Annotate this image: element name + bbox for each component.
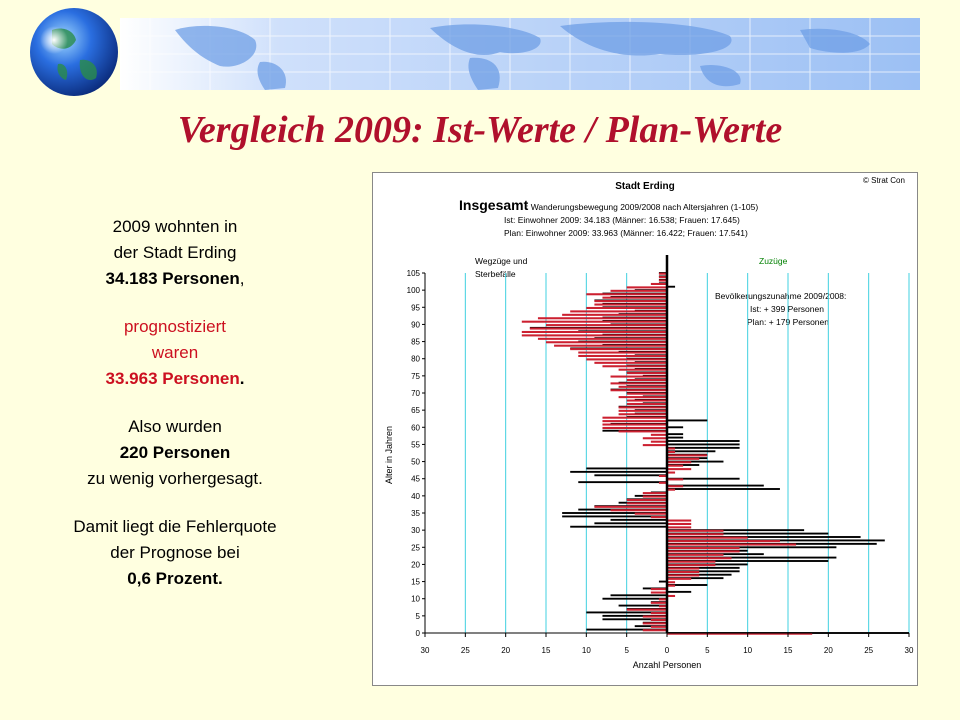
summary-line bbox=[40, 366, 310, 392]
y-tick-label: 65 bbox=[411, 406, 420, 416]
bar-plan-age-91 bbox=[522, 321, 667, 323]
bar-plan-age-18 bbox=[667, 571, 699, 573]
bar-ist-age-56 bbox=[667, 440, 740, 442]
y-axis-label: Alter in Jahren bbox=[384, 425, 394, 485]
bar-plan-age-7 bbox=[627, 609, 667, 611]
bar-plan-age-96 bbox=[594, 304, 667, 306]
bar-plan-age-33 bbox=[667, 520, 691, 522]
bar-plan-age-81 bbox=[578, 355, 667, 357]
y-tick-label: 45 bbox=[411, 474, 420, 484]
bar-plan-age-32 bbox=[667, 523, 691, 525]
world-map-banner bbox=[0, 0, 960, 100]
bar-plan-age-38 bbox=[627, 502, 667, 504]
summary-text bbox=[40, 214, 310, 592]
bar-plan-age-101 bbox=[627, 286, 667, 288]
bar-ist-age-46 bbox=[594, 474, 667, 476]
bar-plan-age-80 bbox=[586, 358, 667, 360]
bar-plan-age-40 bbox=[643, 496, 667, 498]
bar-plan-age-25 bbox=[667, 547, 740, 549]
summary-line: 2009 wohnten in bbox=[112, 217, 238, 236]
x-tick-label: 30 bbox=[420, 646, 430, 655]
x-axis-label: Anzahl Personen bbox=[632, 660, 702, 670]
bar-plan-age-97 bbox=[594, 300, 667, 302]
summary-line: waren bbox=[151, 343, 199, 362]
bar-ist-age-57 bbox=[667, 437, 683, 439]
bar-plan-age-84 bbox=[554, 345, 667, 347]
bar-ist-age-12 bbox=[667, 591, 691, 593]
bar-plan-age-59 bbox=[619, 430, 667, 432]
bar-plan-age-82 bbox=[578, 352, 667, 354]
bar-plan-age-27 bbox=[667, 540, 780, 542]
bar-plan-age-16 bbox=[667, 578, 691, 580]
y-tick-label: 75 bbox=[411, 371, 420, 381]
bar-plan-age-75 bbox=[611, 376, 667, 378]
summary-line: der Stadt Erding bbox=[113, 243, 237, 262]
bar-plan-age-95 bbox=[586, 307, 667, 309]
bar-plan-age-61 bbox=[602, 424, 667, 426]
label-departures-1: Wegzüge und bbox=[475, 256, 528, 266]
bar-ist-age-48 bbox=[586, 467, 667, 469]
bar-plan-age-72 bbox=[619, 386, 667, 388]
bar-plan-age-70 bbox=[627, 393, 667, 395]
summary-line: prognostiziert bbox=[123, 317, 227, 336]
bar-plan-age-37 bbox=[594, 506, 667, 508]
x-tick-label: 15 bbox=[783, 646, 793, 655]
y-tick-label: 55 bbox=[411, 440, 420, 450]
bar-plan-age-51 bbox=[667, 458, 699, 460]
bar-plan-age-89 bbox=[530, 328, 667, 330]
ist-population: 34.183 Personen bbox=[105, 269, 240, 288]
bar-plan-age-35 bbox=[635, 513, 667, 515]
y-tick-label: 10 bbox=[411, 594, 420, 604]
bar-plan-age-4 bbox=[651, 619, 667, 621]
x-tick-label: 5 bbox=[705, 646, 710, 655]
x-tick-label: 20 bbox=[501, 646, 511, 655]
x-tick-label: 0 bbox=[664, 646, 670, 655]
x-tick-label: 20 bbox=[823, 646, 833, 655]
slide-title: Vergleich 2009: Ist-Werte / Plan-Werte bbox=[177, 109, 783, 151]
bar-plan-age-99 bbox=[586, 293, 667, 295]
bar-plan-age-30 bbox=[667, 530, 723, 532]
bar-plan-age-58 bbox=[651, 434, 667, 436]
bar-plan-age-17 bbox=[667, 574, 699, 576]
bar-plan-age-98 bbox=[602, 297, 667, 299]
x-tick-label: 15 bbox=[541, 646, 551, 655]
bar-plan-age-31 bbox=[667, 526, 691, 528]
bar-plan-age-6 bbox=[651, 612, 667, 614]
y-tick-label: 15 bbox=[411, 577, 420, 587]
bar-plan-age-19 bbox=[667, 568, 699, 570]
chart-plan-line: Plan: Einwohner 2009: 33.963 (Männer: 16.422; Frauen: 17.541) bbox=[504, 228, 748, 238]
bar-plan-age-13 bbox=[651, 588, 667, 590]
y-tick-label: 90 bbox=[411, 320, 420, 330]
bar-plan-age-69 bbox=[619, 396, 667, 398]
y-tick-label: 20 bbox=[411, 560, 420, 570]
bar-plan-age-102 bbox=[651, 283, 667, 285]
population-chart bbox=[372, 172, 918, 686]
bar-plan-age-67 bbox=[627, 403, 667, 405]
label-departures-2: Sterbefälle bbox=[475, 269, 516, 279]
bar-plan-age-45 bbox=[667, 478, 683, 480]
bar-plan-age-68 bbox=[627, 400, 667, 402]
summary-line: der Prognose bei bbox=[110, 543, 240, 562]
bar-ist-age-44 bbox=[578, 481, 667, 483]
y-tick-label: 95 bbox=[411, 303, 420, 313]
bar-plan-age-87 bbox=[522, 334, 667, 336]
summary-line: zu wenig vorhergesagt. bbox=[87, 469, 263, 488]
bar-ist-age-62 bbox=[667, 419, 707, 421]
bar-plan-age-43 bbox=[667, 485, 683, 487]
x-tick-label: 10 bbox=[581, 646, 591, 655]
y-tick-label: 0 bbox=[415, 629, 420, 638]
bar-plan-age-76 bbox=[627, 372, 667, 374]
x-tick-label: 25 bbox=[864, 646, 874, 655]
bar-plan-age-21 bbox=[667, 561, 715, 563]
summary-punct: , bbox=[239, 269, 245, 288]
y-tick-label: 40 bbox=[411, 491, 420, 501]
bar-plan-age-52 bbox=[667, 454, 707, 456]
y-tick-label: 5 bbox=[415, 611, 420, 621]
bar-plan-age-100 bbox=[611, 290, 667, 292]
label-arrivals: Zuzüge bbox=[759, 256, 788, 266]
bar-ist-age-55 bbox=[667, 443, 740, 445]
bar-plan-age-28 bbox=[667, 537, 748, 539]
summary-line: Damit liegt die Fehlerquote bbox=[73, 517, 277, 536]
y-tick-label: 100 bbox=[406, 286, 420, 296]
bar-plan-age-64 bbox=[619, 413, 667, 415]
bar-plan-age-74 bbox=[627, 379, 667, 381]
bar-plan-age-83 bbox=[570, 348, 667, 350]
bars-layer bbox=[522, 272, 909, 635]
chart-svg bbox=[373, 173, 917, 685]
bar-ist-age-33 bbox=[611, 519, 667, 521]
bar-ist-age-11 bbox=[611, 594, 667, 596]
bar-plan-age-50 bbox=[667, 461, 691, 463]
y-tick-label: 70 bbox=[411, 389, 420, 398]
bar-plan-age-39 bbox=[627, 499, 667, 501]
bar-plan-age-9 bbox=[651, 602, 667, 604]
x-tick-label: 25 bbox=[460, 646, 470, 655]
y-tick-label: 80 bbox=[411, 354, 420, 364]
bar-plan-age-92 bbox=[538, 317, 667, 319]
chart-copyright: © Strat Con bbox=[863, 176, 905, 185]
bar-ist-age-42 bbox=[667, 488, 780, 490]
bar-plan-age-12 bbox=[651, 592, 667, 594]
bar-plan-age-41 bbox=[643, 492, 667, 494]
plan-population: 33.963 Personen bbox=[105, 369, 240, 388]
bar-plan-age-26 bbox=[667, 544, 796, 546]
summary-punct: . bbox=[239, 369, 245, 388]
bar-plan-age-90 bbox=[546, 324, 667, 326]
bar-plan-age-86 bbox=[538, 338, 667, 340]
x-tick-label: 10 bbox=[743, 646, 753, 655]
difference-value: 220 Personen bbox=[119, 443, 231, 462]
bar-plan-age-24 bbox=[667, 550, 740, 552]
bar-plan-age-85 bbox=[546, 341, 667, 343]
y-tick-label: 85 bbox=[411, 337, 420, 347]
bar-plan-age-65 bbox=[619, 410, 667, 412]
summary-line bbox=[40, 266, 310, 292]
chart-subheading: : Wanderungsbewegung 2009/2008 nach Altersjahren (1-105) bbox=[526, 202, 759, 212]
bar-plan-age-2 bbox=[651, 626, 667, 628]
bar-plan-age-3 bbox=[643, 622, 667, 624]
bar-plan-age-49 bbox=[667, 465, 683, 467]
x-tick-label: 5 bbox=[624, 646, 629, 655]
bar-plan-age-56 bbox=[651, 441, 667, 443]
bar-plan-age-60 bbox=[602, 427, 667, 429]
y-tick-label: 30 bbox=[411, 526, 420, 536]
bar-plan-age-23 bbox=[667, 554, 723, 556]
bar-plan-age-29 bbox=[667, 533, 723, 535]
annotation-line: Plan: + 179 Personen bbox=[747, 317, 829, 327]
bar-ist-age-60 bbox=[667, 426, 683, 428]
y-tick-label: 35 bbox=[411, 509, 420, 518]
bar-plan-age-66 bbox=[619, 406, 667, 408]
bar-plan-age-57 bbox=[643, 437, 667, 439]
bar-plan-age-71 bbox=[611, 389, 667, 391]
bar-plan-age-34 bbox=[651, 516, 667, 518]
bar-ist-age-47 bbox=[570, 471, 667, 473]
bar-plan-age-78 bbox=[602, 365, 667, 367]
bar-plan-age-77 bbox=[619, 369, 667, 371]
bar-plan-age-5 bbox=[643, 616, 667, 618]
bar-plan-age-48 bbox=[667, 468, 691, 470]
bar-plan-age-62 bbox=[602, 420, 667, 422]
chart-heading: Insgesamt bbox=[459, 197, 529, 213]
summary-line: Also wurden bbox=[128, 417, 222, 436]
bar-plan-age-63 bbox=[602, 417, 667, 419]
bar-plan-age-22 bbox=[667, 557, 732, 559]
bar-plan-age-79 bbox=[594, 362, 667, 364]
bar-ist-age-10 bbox=[602, 598, 667, 600]
bar-ist-age-32 bbox=[594, 522, 667, 524]
x-tick-label: 30 bbox=[904, 646, 914, 655]
bar-ist-age-54 bbox=[667, 447, 740, 449]
y-tick-label: 25 bbox=[411, 543, 420, 553]
bar-plan-age-20 bbox=[667, 564, 715, 566]
annotation-line: Bevölkerungszunahme 2009/2008: bbox=[715, 291, 847, 301]
bar-plan-age-36 bbox=[611, 509, 667, 511]
bar-plan-age-93 bbox=[562, 314, 667, 316]
y-tick-label: 105 bbox=[406, 269, 420, 278]
bar-ist-age-58 bbox=[667, 433, 683, 435]
bar-plan-age-88 bbox=[522, 331, 667, 333]
bar-plan-age-73 bbox=[611, 382, 667, 384]
annotation-line: Ist: + 399 Personen bbox=[750, 304, 824, 314]
bar-plan-age-94 bbox=[570, 310, 667, 312]
bar-plan-age-55 bbox=[643, 444, 667, 446]
y-tick-label: 50 bbox=[411, 457, 420, 467]
chart-ist-line: Ist: Einwohner 2009: 34.183 (Männer: 16.538; Frauen: 17.645) bbox=[504, 215, 740, 225]
bar-ist-age-31 bbox=[570, 526, 667, 528]
chart-title: Stadt Erding bbox=[615, 181, 675, 192]
bar-plan-age-1 bbox=[643, 629, 667, 631]
y-tick-label: 60 bbox=[411, 423, 420, 433]
error-rate-value: 0,6 Prozent. bbox=[127, 569, 223, 588]
